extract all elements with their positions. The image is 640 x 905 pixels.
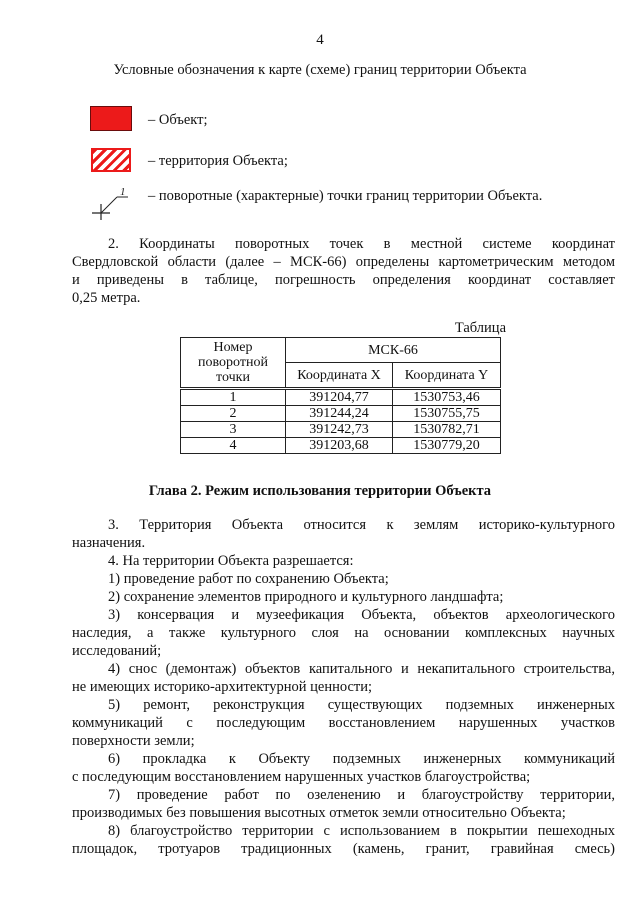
legend-territory-text: – территория Объекта; xyxy=(148,153,288,169)
page-number: 4 xyxy=(316,32,324,48)
legend-object-text: – Объект; xyxy=(148,112,208,128)
table-row xyxy=(181,422,501,438)
text-line: 6) прокладка к Объекту подземных инженерных коммуникаций xyxy=(108,751,615,767)
text-line: площадок, тротуаров традиционных (камень, гранит, гравийная смесь) xyxy=(72,841,615,857)
text-line: 1) проведение работ по сохранению Объекта; xyxy=(108,571,389,587)
cell-x: 391242,73 xyxy=(286,422,393,438)
legend-title: Условные обозначения к карте (схеме) границ территории Объекта xyxy=(113,62,527,78)
chapter-body xyxy=(72,516,615,858)
text-line: 4. На территории Объекта разрешается: xyxy=(108,553,354,569)
turning-point-marker-icon xyxy=(88,187,134,221)
text-line: 4) снос (демонтаж) объектов капитального и некапитального строительства, xyxy=(108,661,615,677)
text-line: и приведены в таблице, погрешность определения координат составляет xyxy=(72,272,615,288)
table-row xyxy=(181,438,501,454)
red-filled-rectangle-icon xyxy=(90,106,132,131)
cell-y: 1530755,75 xyxy=(393,406,501,422)
legend-points-text: – поворотные (характерные) точки границ территории Объекта. xyxy=(148,188,543,204)
text-line: с последующим восстановлением нарушенных участков благоустройства; xyxy=(72,769,531,785)
text-line: 8) благоустройство территории с использованием в покрытии пешеходных xyxy=(108,823,615,839)
cell-x: 391204,77 xyxy=(286,389,393,406)
cell-point: 4 xyxy=(181,438,286,454)
table-row xyxy=(181,406,501,422)
paragraph-2 xyxy=(72,235,615,307)
cell-point: 3 xyxy=(181,422,286,438)
text-line: назначения. xyxy=(72,535,146,551)
marker-label: 1 xyxy=(120,187,126,198)
cell-y: 1530779,20 xyxy=(393,438,501,454)
header-coord-x: Координата X xyxy=(286,363,393,389)
cell-point: 1 xyxy=(181,389,286,406)
header-point-number: Номер поворотной точки xyxy=(181,338,286,389)
cell-y: 1530753,46 xyxy=(393,389,501,406)
text-line: исследований; xyxy=(72,643,162,659)
chapter-title: Глава 2. Режим использования территории Объекта xyxy=(148,483,492,499)
table-row xyxy=(181,389,501,406)
cell-x: 391244,24 xyxy=(286,406,393,422)
cell-point: 2 xyxy=(181,406,286,422)
text-line: 3) консервация и музеефикация Объекта, объектов археологического xyxy=(108,607,615,623)
text-line: 5) ремонт, реконструкция существующих подземных инженерных xyxy=(108,697,615,713)
table-caption: Таблица xyxy=(454,320,506,336)
header-msk66: МСК-66 xyxy=(286,338,501,363)
text-line: поверхности земли; xyxy=(72,733,195,749)
text-line: 2) сохранение элементов природного и культурного ландшафта; xyxy=(108,589,504,605)
text-line: производимых без повышения высотных отметок земли относительно Объекта; xyxy=(72,805,566,821)
text-line: 0,25 метра. xyxy=(72,290,141,306)
text-line: наследия, а также культурного слоя на основании комплексных научных xyxy=(72,625,615,641)
cell-x: 391203,68 xyxy=(286,438,393,454)
text-line: коммуникаций с последующим восстановлением нарушенных участков xyxy=(72,715,615,731)
coordinates-table xyxy=(180,337,501,454)
text-line: 3. Территория Объекта относится к землям историко-культурного xyxy=(108,517,615,533)
text-line: не имеющих историко-архитектурной ценности; xyxy=(72,679,373,695)
header-coord-y: Координата Y xyxy=(393,363,501,389)
text-line: Свердловской области (далее – МСК-66) определены картометрическим методом xyxy=(72,254,615,270)
text-line: 2. Координаты поворотных точек в местной системе координат xyxy=(108,236,615,252)
text-line: 7) проведение работ по озеленению и благоустройству территории, xyxy=(108,787,615,803)
red-hatched-rectangle-icon xyxy=(91,148,131,172)
cell-y: 1530782,71 xyxy=(393,422,501,438)
